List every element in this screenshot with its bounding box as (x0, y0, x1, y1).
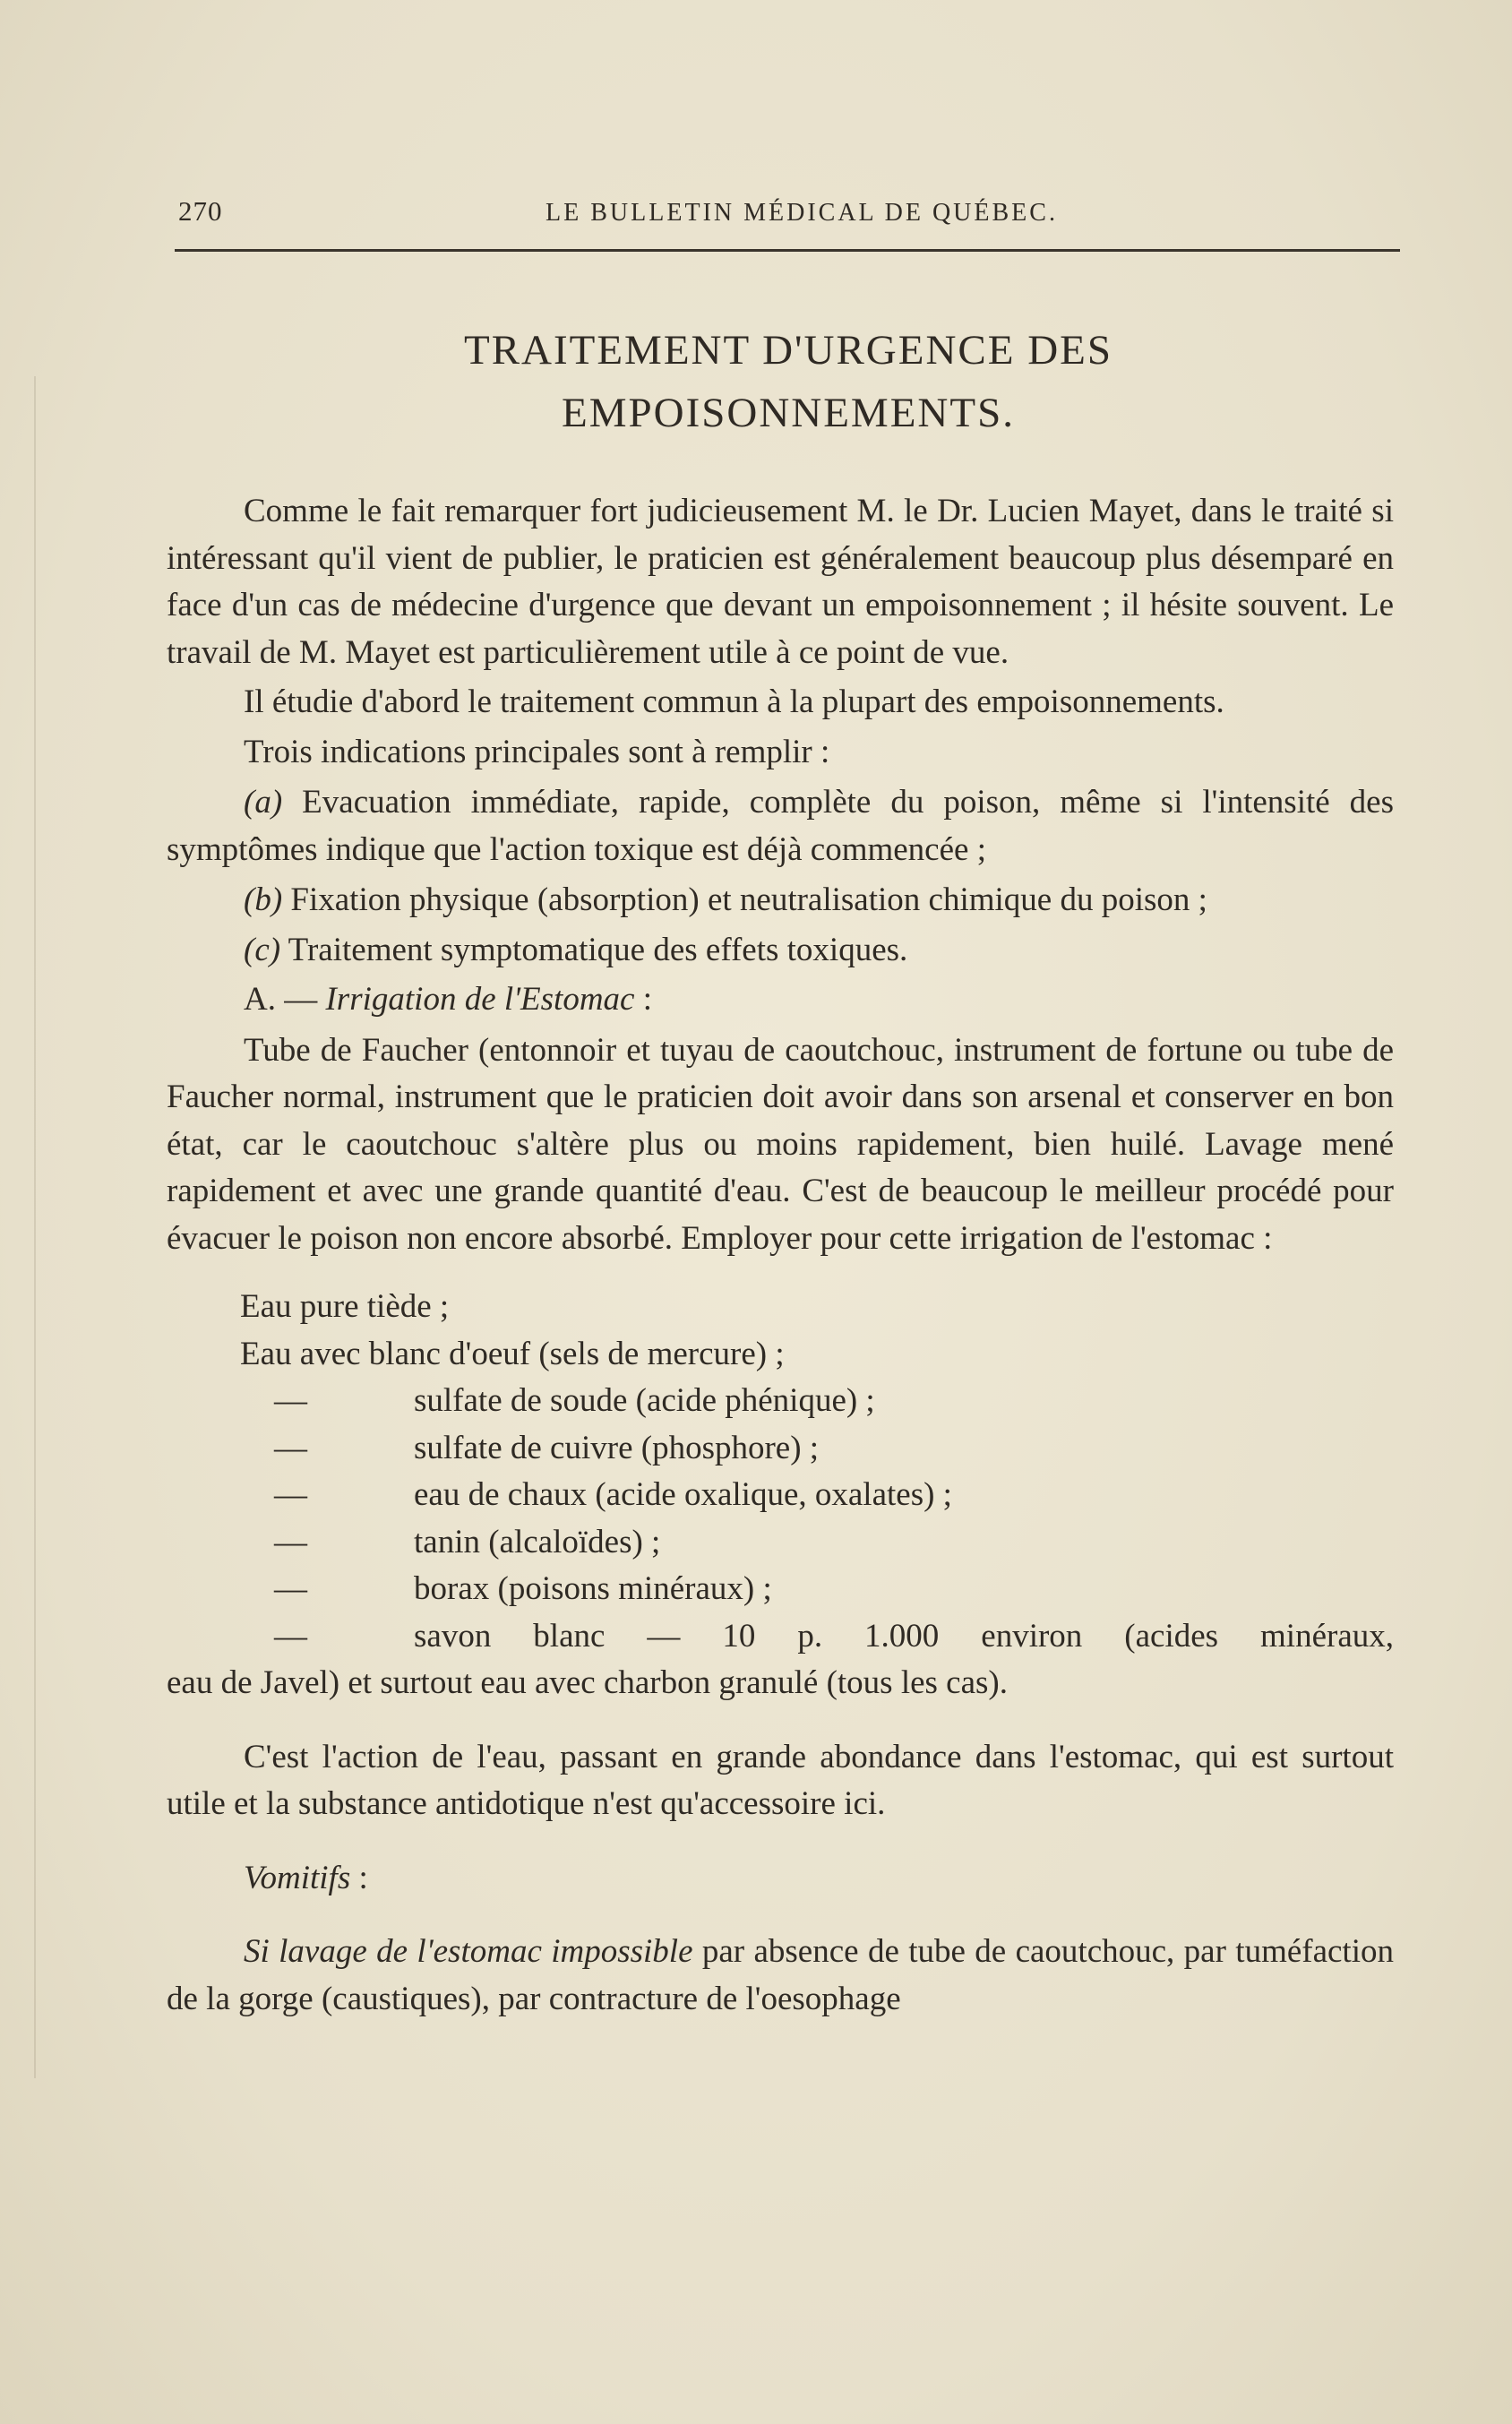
list-item: Eau pure tiède ; (240, 1288, 450, 1325)
list-item-text: savon blanc — 10 p. 1.000 environ (acides minéraux, (414, 1617, 1394, 1655)
vomitifs-colon: : (350, 1859, 368, 1896)
list-item (167, 1613, 1394, 1661)
section-a-heading (167, 976, 1394, 1024)
vomitifs-text: par absence de tube de caoutchouc, par tuméfaction de la gorge (caustiques), par contracture de l'oesophage (167, 1933, 1394, 2017)
list-item (167, 1425, 1394, 1473)
indication-a-text: Evacuation immédiate, rapide, complète du poison, même si l'intensité des symptômes indique que l'action toxique est déjà commencée ; (167, 784, 1395, 868)
section-a-colon: : (634, 981, 653, 1018)
list-item: Eau avec blanc d'oeuf (sels de mercure) ; (240, 1335, 785, 1372)
indication-b-text: Fixation physique (absorption) et neutralisation chimique du poison ; (290, 881, 1207, 918)
irrigation-list (167, 1284, 1394, 1707)
list-item-text: sulfate de soude (acide phénique) ; (414, 1382, 875, 1419)
ditto-dash: — (274, 1476, 307, 1513)
paragraph-indications: Trois indications principales sont à remplir : (244, 733, 830, 770)
list-item (167, 1378, 1394, 1425)
list-item-text: eau de chaux (acide oxalique, oxalates) ; (414, 1476, 952, 1513)
title-line-2: EMPOISONNEMENTS. (562, 390, 1015, 436)
page-number: 270 (178, 195, 223, 227)
page-fold-shadow (34, 376, 36, 2078)
list-item-text: tanin (alcaloïdes) ; (414, 1523, 661, 1560)
header-rule (175, 249, 1400, 252)
paragraph-vomitifs (167, 1929, 1394, 2023)
indication-c-text: Traitement symptomatique des effets toxiques. (288, 931, 908, 968)
ditto-dash: — (274, 1617, 307, 1655)
indication-b-label: (b) (244, 881, 283, 918)
paragraph-water-action: C'est l'action de l'eau, passant en grande abondance dans l'estomac, qui est surtout utile et la substance antidotique n'est qu'accessoire ici. (167, 1738, 1394, 1822)
section-a-title: Irrigation de l'Estomac (325, 981, 635, 1018)
article-title (175, 319, 1402, 444)
list-item-continuation: eau de Javel) et surtout eau avec charbon granulé (tous les cas). (167, 1664, 1008, 1701)
indication-c-label: (c) (244, 931, 281, 968)
title-line-1: TRAITEMENT D'URGENCE DES (463, 327, 1113, 374)
vomitifs-condition: Si lavage de l'estomac impossible (244, 1933, 693, 1970)
vomitifs-title: Vomitifs (244, 1859, 351, 1896)
list-item (167, 1519, 1394, 1567)
section-a-label: A. — (244, 981, 318, 1018)
indication-c (167, 927, 1394, 975)
indication-a (167, 779, 1394, 873)
paragraph-faucher: Tube de Faucher (entonnoir et tuyau de caoutchouc, instrument de fortune ou tube de Faucher normal, instrument que le praticien doit avoir dans son arsenal et conserver en bon état, car le caoutchouc s'altère plus ou moins rapidement, bien huilé. Lavage mené rapidement et avec une grande quantité d'eau. C'est de beaucoup le meilleur procédé pour évacuer le poison non encore absorbé. Employer pour cette irrigation de l'estomac : (167, 1031, 1394, 1257)
page-header (175, 188, 1402, 242)
ditto-dash: — (274, 1382, 307, 1419)
running-title: LE BULLETIN MÉDICAL DE QUÉBEC. (546, 199, 1058, 227)
indication-b (167, 877, 1394, 924)
paragraph-intro: Comme le fait remarquer fort judicieusement M. le Dr. Lucien Mayet, dans le traité si intéressant qu'il vient de publier, le praticien est généralement beaucoup plus désemparé en face d'un cas de médecine d'urgence que devant un empoisonnement ; il hésite souvent. Le travail de M. Mayet est particulièrement utile à ce point de vue. (167, 493, 1394, 671)
vomitifs-heading (167, 1855, 1394, 1903)
paragraph-study: Il étudie d'abord le traitement commun à la plupart des empoisonnements. (244, 683, 1224, 720)
list-item-text: borax (poisons minéraux) ; (414, 1570, 772, 1607)
list-item (167, 1472, 1394, 1519)
ditto-dash: — (274, 1429, 307, 1466)
ditto-dash: — (274, 1523, 307, 1560)
article-body (167, 488, 1394, 2023)
list-item (167, 1566, 1394, 1613)
indication-a-label: (a) (244, 784, 283, 821)
list-item-text: sulfate de cuivre (phosphore) ; (414, 1429, 820, 1466)
ditto-dash: — (274, 1570, 307, 1607)
